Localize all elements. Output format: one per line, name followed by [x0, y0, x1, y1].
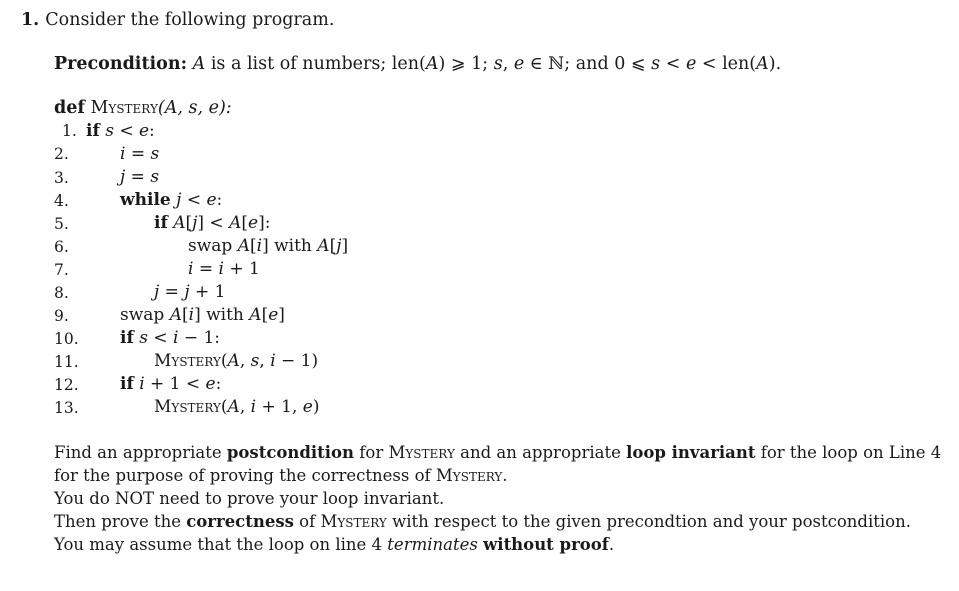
question-intro: Consider the following program. — [45, 10, 335, 30]
code-line-13: Mystery(A, i + 1, e) — [154, 397, 320, 417]
line-number: 3. — [54, 169, 69, 187]
instruction-text: Find an appropriate — [54, 443, 227, 462]
var-e: e — [685, 54, 697, 74]
instruction-line-2 — [54, 464, 508, 487]
precondition-text: ∈ ℕ; and 0 ⩽ — [524, 54, 652, 74]
precondition-text: < len( — [696, 54, 757, 74]
question-number: 1. — [21, 10, 40, 30]
line-number: 5. — [54, 215, 69, 233]
code-line-8: j = j + 1 — [154, 282, 226, 302]
code-line-5: if A[j] < A[e]: — [154, 213, 271, 233]
code-line-6: swap A[i] with A[j] — [188, 236, 349, 256]
precondition — [54, 54, 781, 74]
code-line-2: i = s — [120, 144, 160, 164]
line-number: 8. — [54, 284, 69, 302]
instruction-text: with respect to the given precondtion and your postcondition. — [386, 512, 911, 531]
line-number: 13. — [54, 399, 79, 417]
function-definition — [54, 98, 232, 118]
precondition-text: is a list of numbers; len( — [205, 54, 426, 74]
instruction-text: Then prove the — [54, 512, 187, 531]
code-line-3: j = s — [120, 167, 160, 187]
var-s: s — [651, 54, 661, 74]
line-number: 12. — [54, 376, 79, 394]
instruction-text: Mystery — [320, 512, 387, 531]
instruction-text: postcondition — [226, 443, 355, 462]
instruction-text: Mystery — [388, 443, 455, 462]
code-line-4: while j < e: — [120, 190, 223, 210]
instruction-line-1 — [54, 441, 941, 464]
code-line-7: i = i + 1 — [188, 259, 260, 279]
instruction-text: You may assume that the loop on line 4 — [54, 535, 388, 554]
code-line-12: if i + 1 < e: — [120, 374, 222, 394]
instruction-text: . — [608, 535, 615, 554]
instruction-text: loop invariant — [626, 443, 756, 462]
instruction-text: of — [293, 512, 321, 531]
line-number: 9. — [54, 307, 69, 325]
instruction-line-5 — [54, 533, 614, 556]
var-A: A — [192, 54, 206, 74]
instruction-text: without proof — [483, 535, 609, 554]
instruction-text: for the purpose of proving the correctness of — [54, 466, 436, 485]
code-line-11: Mystery(A, s, i − 1) — [154, 351, 319, 371]
instruction-text: correctness — [186, 512, 294, 531]
line-number: 6. — [54, 238, 69, 256]
line-number: 4. — [54, 192, 69, 210]
line-number: 2. — [54, 145, 69, 163]
var-A: A — [756, 54, 769, 74]
line-number: 1. — [62, 122, 77, 140]
instruction-text: and an appropriate — [454, 443, 627, 462]
line-number: 11. — [54, 353, 79, 371]
var-s: s — [493, 54, 503, 74]
instruction-line-3: You do NOT need to prove your loop invariant. — [54, 489, 445, 508]
var-e: e — [513, 54, 525, 74]
code-line-9: swap A[i] with A[e] — [120, 305, 285, 325]
instruction-text: for the loop on Line 4 — [755, 443, 942, 462]
precondition-text: ) ⩾ 1; — [438, 54, 494, 74]
instruction-text: for — [354, 443, 389, 462]
code-line-10: if s < i − 1: — [120, 328, 221, 348]
precondition-text: < — [660, 54, 686, 74]
function-name: Mystery — [90, 98, 158, 118]
line-number: 10. — [54, 330, 79, 348]
function-signature: (A, s, e): — [157, 98, 232, 118]
instruction-text: terminates — [387, 535, 478, 554]
code-line-1: if s < e: — [86, 121, 155, 141]
line-number: 7. — [54, 261, 69, 279]
precondition-label: Precondition: — [54, 54, 188, 74]
var-A: A — [425, 54, 439, 74]
def-keyword: def — [54, 98, 85, 118]
instruction-text: . — [502, 466, 508, 485]
question-heading — [21, 10, 334, 30]
precondition-text: ). — [768, 54, 782, 74]
instruction-line-4 — [54, 510, 911, 533]
instruction-text: Mystery — [435, 466, 503, 485]
precondition-text: , — [502, 54, 514, 74]
